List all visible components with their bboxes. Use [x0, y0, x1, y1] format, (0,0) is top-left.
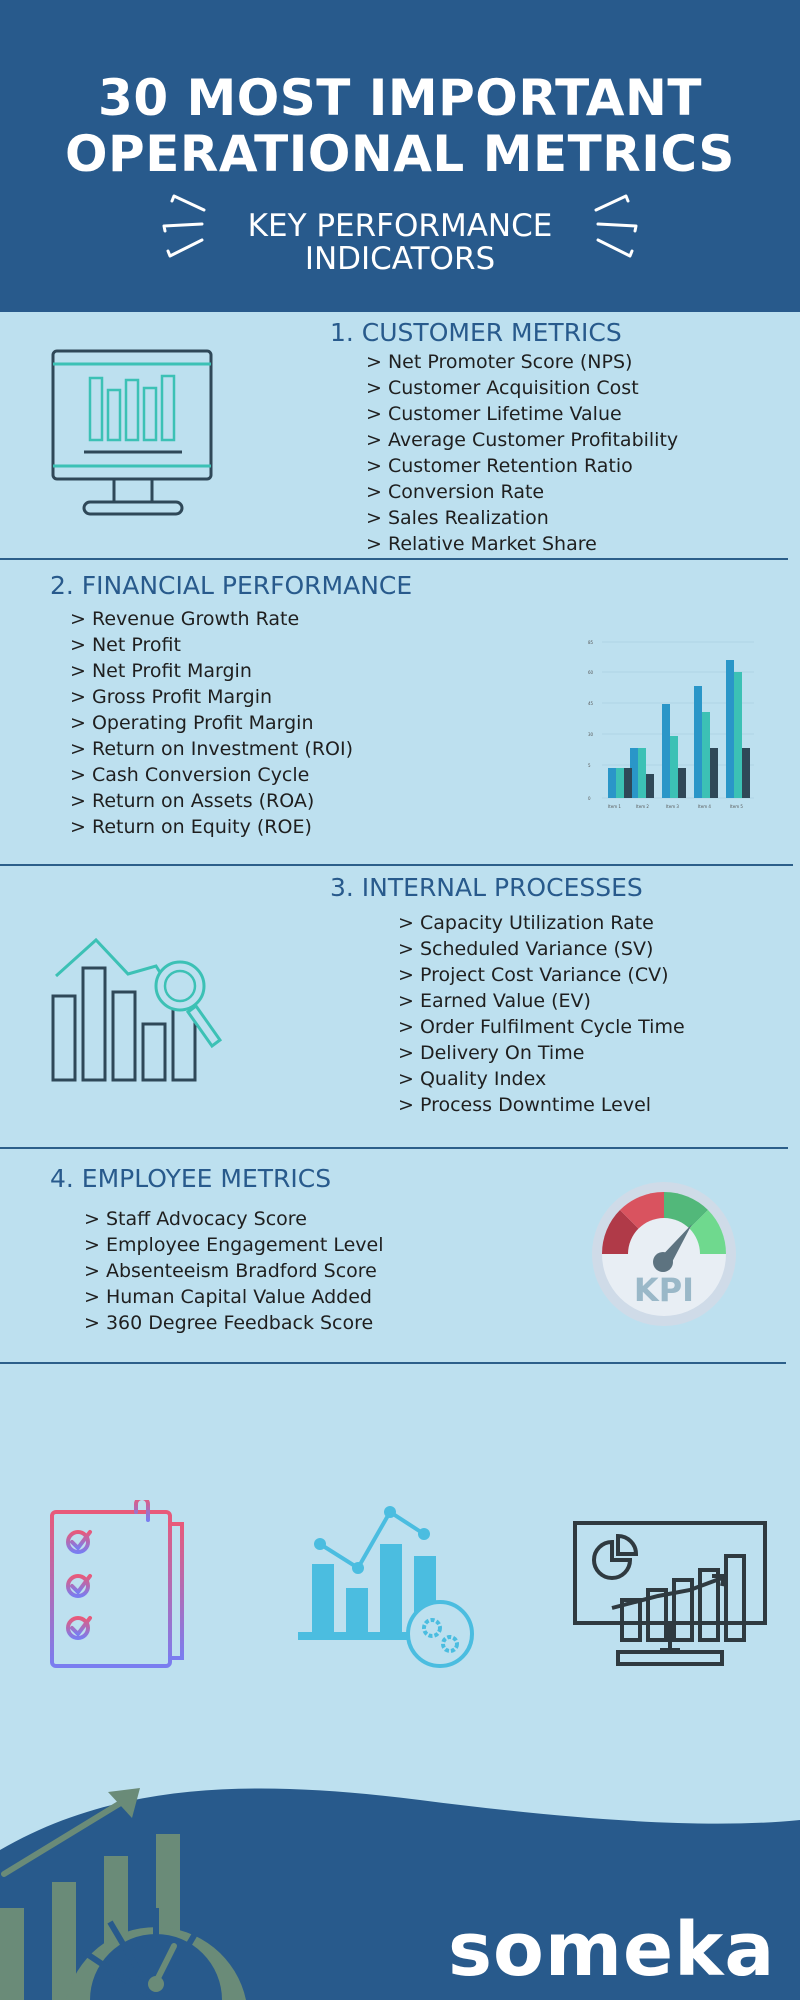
section-divider — [0, 1147, 788, 1149]
section-divider — [0, 558, 788, 560]
svg-text:5: 5 — [588, 763, 591, 768]
list-item: > Scheduled Variance (SV) — [398, 936, 685, 962]
list-item: > Average Customer Profitability — [366, 427, 678, 453]
page-subtitle: KEY PERFORMANCE INDICATORS — [247, 208, 553, 277]
list-item: > Relative Market Share — [366, 531, 678, 557]
list-item: > Customer Acquisition Cost — [366, 375, 678, 401]
list-item: > Sales Realization — [366, 505, 678, 531]
list-item: > Net Profit Margin — [70, 658, 353, 684]
kpi-badge-label: KPI — [633, 1271, 695, 1309]
title-line-1: 30 MOST IMPORTANT — [98, 69, 702, 127]
list-item: > Operating Profit Margin — [70, 710, 353, 736]
list-item: > Return on Equity (ROE) — [70, 814, 353, 840]
chart-gear-icon — [298, 1504, 488, 1668]
list-item: > Human Capital Value Added — [84, 1284, 384, 1310]
internal-processes-title: 3. INTERNAL PROCESSES — [330, 873, 643, 902]
employee-metrics-list — [84, 1206, 384, 1336]
employee-metrics-title: 4. EMPLOYEE METRICS — [50, 1164, 332, 1193]
list-item: > Earned Value (EV) — [398, 988, 685, 1014]
list-item: > 360 Degree Feedback Score — [84, 1310, 384, 1336]
list-item: > Gross Profit Margin — [70, 684, 353, 710]
header-banner — [0, 0, 800, 312]
list-item: > Cash Conversion Cycle — [70, 762, 353, 788]
checklist-icon — [48, 1500, 188, 1672]
svg-text:45: 45 — [588, 701, 594, 706]
list-item: > Net Profit — [70, 632, 353, 658]
list-item: > Absenteeism Bradford Score — [84, 1258, 384, 1284]
brand-logo: someka — [448, 1907, 776, 1993]
monitor-chart-icon — [50, 348, 216, 518]
svg-text:Item 3: Item 3 — [666, 804, 679, 809]
customer-metrics-list — [366, 349, 678, 557]
list-item: > Quality Index — [398, 1066, 685, 1092]
section-divider — [0, 1362, 786, 1364]
list-item: > Net Promoter Score (NPS) — [366, 349, 678, 375]
section-divider — [0, 864, 793, 866]
list-item: > Revenue Growth Rate — [70, 606, 353, 632]
growth-gauge-icon — [0, 1782, 246, 2000]
kpi-gauge-icon — [590, 1180, 738, 1328]
svg-text:30: 30 — [588, 732, 594, 737]
list-item: > Capacity Utilization Rate — [398, 910, 685, 936]
svg-text:Item 5: Item 5 — [730, 804, 743, 809]
list-item: > Return on Assets (ROA) — [70, 788, 353, 814]
list-item: > Project Cost Variance (CV) — [398, 962, 685, 988]
list-item: > Return on Investment (ROI) — [70, 736, 353, 762]
list-item: > Customer Retention Ratio — [366, 453, 678, 479]
internal-processes-list — [398, 910, 685, 1118]
bar-chart-icon — [584, 636, 756, 816]
svg-text:60: 60 — [588, 670, 594, 675]
list-item: > Conversion Rate — [366, 479, 678, 505]
dashboard-screen-icon — [572, 1520, 768, 1668]
list-item: > Customer Lifetime Value — [366, 401, 678, 427]
svg-text:85: 85 — [588, 640, 594, 645]
title-line-2: OPERATIONAL METRICS — [65, 125, 735, 183]
list-item: > Process Downtime Level — [398, 1092, 685, 1118]
analytics-magnifier-icon — [50, 936, 228, 1084]
financial-performance-list — [70, 606, 353, 840]
list-item: > Employee Engagement Level — [84, 1232, 384, 1258]
list-item: > Order Fulfilment Cycle Time — [398, 1014, 685, 1040]
svg-text:0: 0 — [588, 796, 591, 801]
list-item: > Staff Advocacy Score — [84, 1206, 384, 1232]
financial-performance-title: 2. FINANCIAL PERFORMANCE — [50, 571, 413, 600]
svg-text:Item 2: Item 2 — [636, 804, 649, 809]
svg-text:Item 4: Item 4 — [698, 804, 711, 809]
svg-text:Item 1: Item 1 — [608, 804, 621, 809]
list-item: > Delivery On Time — [398, 1040, 685, 1066]
customer-metrics-title: 1. CUSTOMER METRICS — [330, 318, 622, 347]
page-title — [0, 70, 800, 182]
